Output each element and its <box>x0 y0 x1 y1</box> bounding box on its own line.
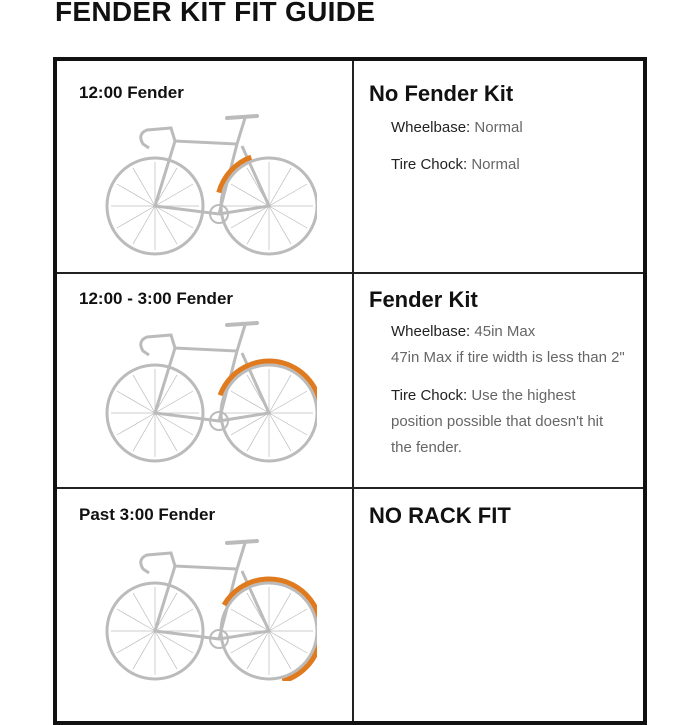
wheelbase-value: 45in Max <box>474 323 536 340</box>
row-divider <box>57 272 643 274</box>
row-label: 12:00 Fender <box>79 83 184 102</box>
wheelbase-note: 47in Max if tire width is less than 2" <box>391 349 625 366</box>
wheelbase-value: Normal <box>474 119 523 136</box>
wheelbase-label: Wheelbase: <box>391 119 471 136</box>
tire-chock-value: Normal <box>471 156 520 173</box>
tire-chock-value-cont: the fender. <box>391 439 462 456</box>
bike-icon <box>107 541 317 679</box>
row-heading: NO RACK FIT <box>369 503 511 528</box>
bike-icon <box>107 323 317 461</box>
tire-chock-label: Tire Chock: <box>391 387 468 404</box>
bike-illustration <box>97 106 317 256</box>
tire-chock-value: Use the highest <box>471 387 576 404</box>
tire-chock-value-cont: position possible that doesn't hit <box>391 413 604 430</box>
row-info <box>369 81 523 178</box>
row-info <box>369 503 511 529</box>
row-label: Past 3:00 Fender <box>79 505 216 524</box>
row-divider <box>57 487 643 489</box>
bike-illustration <box>97 313 317 463</box>
tire-chock-label: Tire Chock: <box>391 156 468 173</box>
row-info <box>369 287 625 461</box>
bike-icon <box>107 116 317 254</box>
row-heading: No Fender Kit <box>369 81 514 106</box>
row-label: 12:00 - 3:00 Fender <box>79 289 234 308</box>
page-title: FENDER KIT FIT GUIDE <box>55 0 376 27</box>
row-heading: Fender Kit <box>369 287 478 312</box>
fit-guide-table <box>53 57 647 725</box>
column-divider <box>352 61 354 721</box>
bike-illustration <box>97 531 317 681</box>
wheelbase-label: Wheelbase: <box>391 323 471 340</box>
